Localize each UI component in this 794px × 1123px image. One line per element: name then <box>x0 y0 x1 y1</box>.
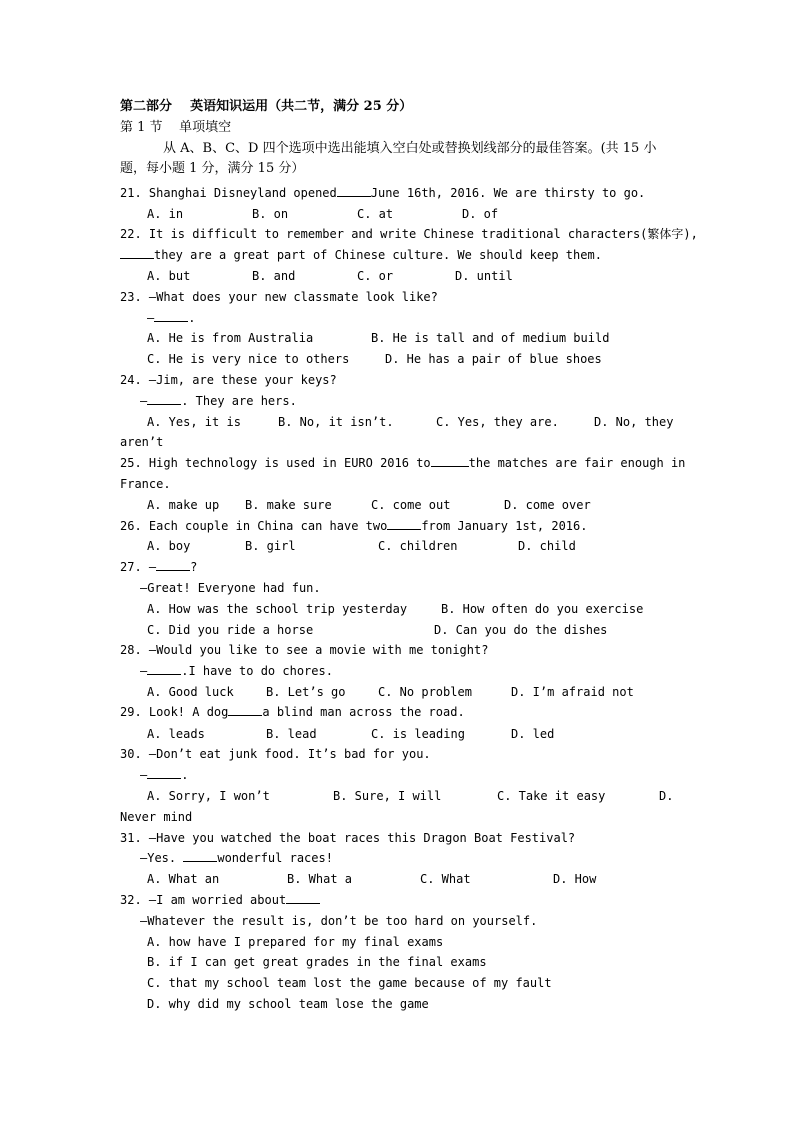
q23-option-b: B. He is tall and of medium build <box>371 331 610 345</box>
answer-blank <box>156 559 190 571</box>
question-21-stem: 21. Shanghai Disneyland opened June 16th, 2016. We are thirsty to go. <box>120 186 646 200</box>
q22-option-c: C. or <box>357 269 394 283</box>
q32-option-a: A. how have I prepared for my final exams <box>147 935 444 949</box>
q30-option-b: B. Sure, I will <box>333 789 442 803</box>
question-28-response: — .I have to do chores. <box>140 664 333 678</box>
question-26-stem: 26. Each couple in China can have two from January 1st, 2016. <box>120 519 588 533</box>
question-24-response: — . They are hers. <box>140 394 297 408</box>
question-32-response: —Whatever the result is, don’t be too hard on yourself. <box>140 914 538 928</box>
instruction-line-1: 从 A、B、C、D 四个选项中选出能填入空白处或替换划线部分的最佳答案。(共 15 小 <box>163 141 657 156</box>
q31-option-b: B. What a <box>287 872 353 886</box>
q28-option-b: B. Let’s go <box>266 685 346 699</box>
question-24-stem: 24. —Jim, are these your keys? <box>120 373 337 387</box>
answer-blank <box>387 518 421 530</box>
q25-option-a: A. make up <box>147 498 220 512</box>
q27-option-b: B. How often do you exercise <box>441 602 644 616</box>
question-32-stem: 32. —I am worried about <box>120 892 320 908</box>
q25-option-c: C. come out <box>371 498 451 512</box>
answer-blank <box>154 310 188 322</box>
q26-option-c: C. children <box>378 539 458 553</box>
answer-blank <box>286 892 320 904</box>
question-25-stem-cont: France. <box>120 477 171 491</box>
q21-option-b: B. on <box>252 207 289 221</box>
answer-blank <box>120 247 154 259</box>
answer-blank <box>147 393 181 405</box>
part-label: 第二部分 <box>120 99 173 114</box>
question-31-stem: 31. —Have you watched the boat races this Dragon Boat Festival? <box>120 831 576 845</box>
question-27-response: —Great! Everyone had fun. <box>140 581 321 595</box>
q22-option-d: D. until <box>455 269 513 283</box>
q24-option-d: D. No, they <box>594 415 674 429</box>
q31-option-a: A. What an <box>147 872 220 886</box>
q28-option-d: D. I’m afraid not <box>511 685 634 699</box>
q29-option-a: A. leads <box>147 727 205 741</box>
q29-option-d: D. led <box>511 727 555 741</box>
q24-option-d-cont: aren’t <box>120 435 164 449</box>
q29-option-c: C. is leading <box>371 727 465 741</box>
q30-option-d: D. <box>659 789 674 803</box>
question-23-stem: 23. —What does your new classmate look like? <box>120 290 438 304</box>
q27-option-a: A. How was the school trip yesterday <box>147 602 408 616</box>
q30-option-a: A. Sorry, I won’t <box>147 789 270 803</box>
q27-option-c: C. Did you ride a horse <box>147 623 314 637</box>
question-29-stem: 29. Look! A dog a blind man across the road. <box>120 705 465 719</box>
q26-option-b: B. girl <box>245 539 296 553</box>
q32-option-b: B. if I can get great grades in the final exams <box>147 955 487 969</box>
q28-option-c: C. No problem <box>378 685 472 699</box>
question-25-stem: 25. High technology is used in EURO 2016 to the matches are fair enough in <box>120 456 686 470</box>
question-22-stem-cont: they are a great part of Chinese culture. We should keep them. <box>120 247 602 263</box>
q30-option-c: C. Take it easy <box>497 789 606 803</box>
q21-option-d: D. of <box>462 207 499 221</box>
question-31-response: —Yes. wonderful races! <box>140 851 333 865</box>
q23-option-c: C. He is very nice to others <box>147 352 350 366</box>
question-28-stem: 28. —Would you like to see a movie with me tonight? <box>120 643 489 657</box>
answer-blank <box>183 850 217 862</box>
question-27-stem: 27. — ? <box>120 560 198 574</box>
q32-option-c: C. that my school team lost the game because of my fault <box>147 976 552 990</box>
q22-option-b: B. and <box>252 269 296 283</box>
q24-option-c: C. Yes, they are. <box>436 415 559 429</box>
answer-blank <box>431 455 469 467</box>
question-30-stem: 30. —Don’t eat junk food. It’s bad for you. <box>120 747 431 761</box>
q28-option-a: A. Good luck <box>147 685 234 699</box>
q27-option-d: D. Can you do the dishes <box>434 623 608 637</box>
q31-option-d: D. How <box>553 872 597 886</box>
q24-option-a: A. Yes, it is <box>147 415 241 429</box>
answer-blank <box>337 185 371 197</box>
section-label: 第 1 节 <box>120 120 163 135</box>
section-heading <box>120 120 231 136</box>
section-title: 单项填空 <box>179 120 232 135</box>
answer-blank <box>147 663 181 675</box>
question-23-response: — . <box>147 311 196 325</box>
answer-blank <box>228 704 262 716</box>
q30-option-d-cont: Never mind <box>120 810 193 824</box>
question-22-stem: 22. It is difficult to remember and write Chinese traditional characters(繁体字), <box>120 227 698 241</box>
part-title: 英语知识运用（共二节，满分 25 分） <box>190 99 413 114</box>
q25-option-b: B. make sure <box>245 498 332 512</box>
q22-option-a: A. but <box>147 269 191 283</box>
q21-option-c: C. at <box>357 207 394 221</box>
q29-option-b: B. lead <box>266 727 317 741</box>
q31-option-c: C. What <box>420 872 471 886</box>
q25-option-d: D. come over <box>504 498 591 512</box>
q23-option-a: A. He is from Australia <box>147 331 314 345</box>
instruction-line-2: 题，每小题 1 分，满分 15 分） <box>120 161 305 176</box>
part-heading <box>120 99 412 115</box>
answer-blank <box>147 767 181 779</box>
question-30-response: — . <box>140 768 189 782</box>
q21-option-a: A. in <box>147 207 184 221</box>
q26-option-a: A. boy <box>147 539 191 553</box>
q23-option-d: D. He has a pair of blue shoes <box>385 352 602 366</box>
q26-option-d: D. child <box>518 539 576 553</box>
q32-option-d: D. why did my school team lose the game <box>147 997 429 1011</box>
q24-option-b: B. No, it isn’t. <box>278 415 394 429</box>
